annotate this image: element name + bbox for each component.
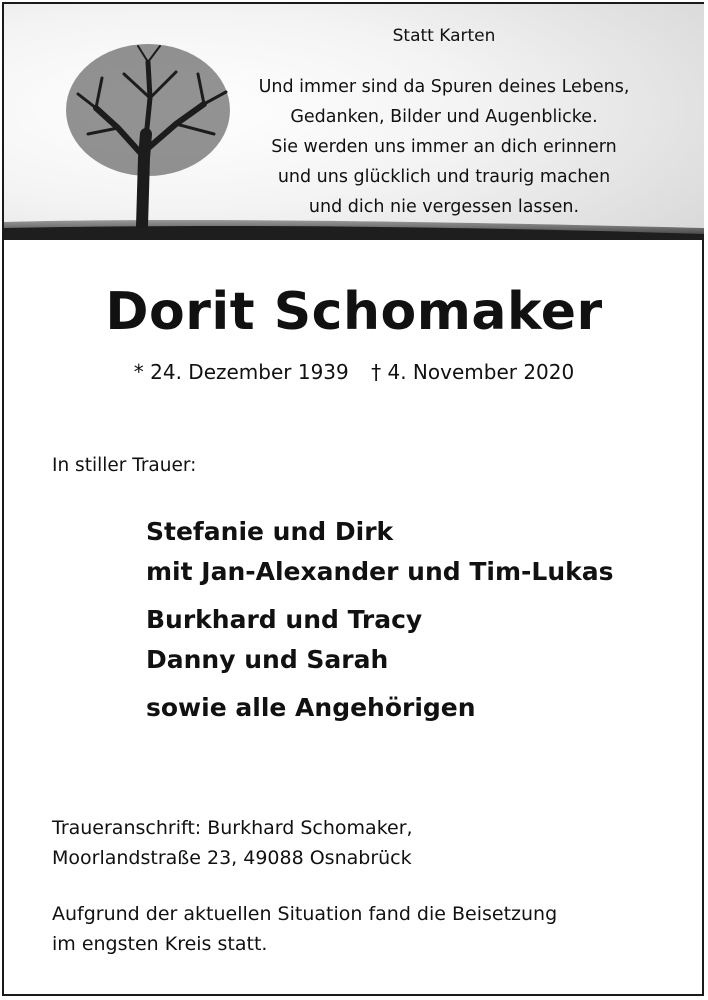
note-line: im engsten Kreis statt.: [52, 933, 268, 955]
life-dates: [0, 360, 708, 384]
statt-karten: Statt Karten: [392, 26, 496, 46]
mourner-group: [146, 688, 614, 728]
mourner-line: Stefanie und Dirk: [146, 517, 394, 546]
birth-date: * 24. Dezember 1939: [133, 360, 349, 384]
mourner-line: mit Jan-Alexander und Tim-Lukas: [146, 557, 614, 586]
mourner-line: sowie alle Angehörigen: [146, 693, 476, 722]
poem-line: und uns glücklich und traurig machen: [277, 167, 611, 187]
note-line: Aufgrund der aktuellen Situation fand die Beisetzung: [52, 903, 558, 925]
mourning-intro: In stiller Trauer:: [52, 455, 197, 476]
mourner-group: [146, 512, 614, 592]
burial-note: [52, 899, 557, 959]
mourner-group: [146, 600, 614, 680]
mourner-line: Burkhard und Tracy: [146, 605, 423, 634]
mourning-address: [52, 813, 413, 873]
poem-line: Und immer sind da Spuren deines Lebens,: [258, 77, 630, 97]
poem-line: Gedanken, Bilder und Augenblicke.: [290, 107, 598, 127]
memorial-poem: [224, 72, 664, 222]
poem-line: Sie werden uns immer an dich erinnern: [271, 137, 617, 157]
header-banner: [4, 4, 704, 240]
address-line: Moorlandstraße 23, 49088 Osnabrück: [52, 847, 412, 869]
death-date: † 4. November 2020: [371, 360, 575, 384]
tree-icon: [58, 38, 248, 228]
poem-line: und dich nie vergessen lassen.: [308, 197, 580, 217]
address-line: Traueranschrift: Burkhard Schomaker,: [52, 817, 413, 839]
deceased-name: Dorit Schomaker: [105, 282, 603, 342]
mourner-line: Danny und Sarah: [146, 645, 389, 674]
mourners-list: [146, 512, 614, 736]
